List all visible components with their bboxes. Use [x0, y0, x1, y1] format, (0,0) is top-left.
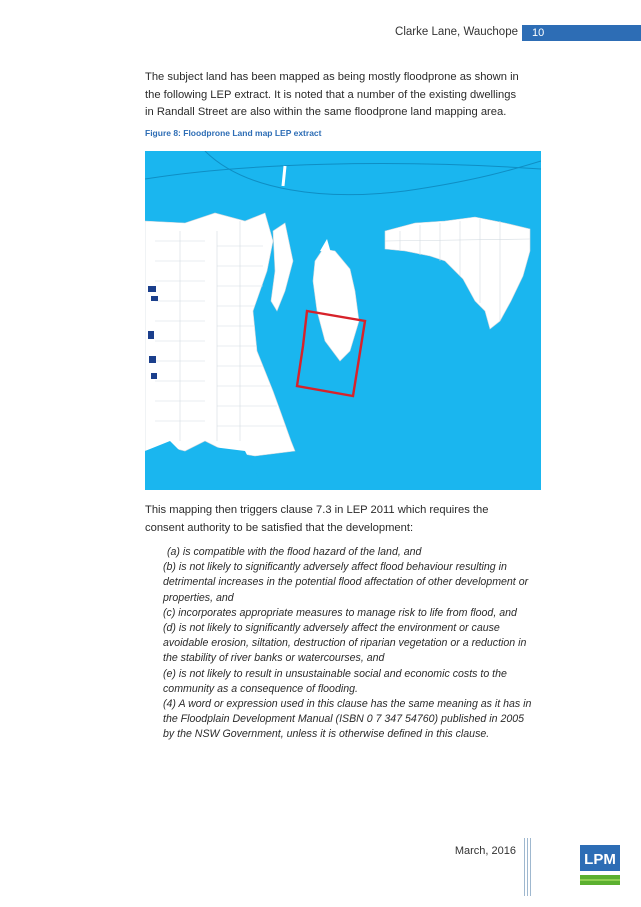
footer-date: March, 2016	[454, 845, 516, 857]
clause-item: (4) A word or expression used in this clause has the same meaning as it has in the Floodplain Development Manual (ISBN 0 7 347 54760) published in 2005 by the NSW Government, unless it is otherwise defined in this clause.	[163, 698, 532, 741]
intro-paragraph: The subject land has been mapped as being mostly floodprone as shown in the following LEP extract. It is noted that a number of the existing dwellings in Randall Street are also within the same floodprone land mapping area.	[145, 71, 519, 118]
floodprone-map-graphic	[145, 151, 541, 490]
page-number: 10	[522, 25, 641, 41]
logo-graphic	[580, 845, 620, 889]
floodprone-map	[145, 151, 541, 490]
footer-rule	[530, 838, 531, 896]
footer-rule	[524, 838, 525, 896]
clause-list	[163, 545, 535, 743]
clause-item: (e) is not likely to result in unsustainable social and economic costs to the community as a consequence of flooding.	[163, 667, 507, 695]
river-marker	[283, 166, 285, 186]
clause-item: (d) is not likely to significantly adversely affect the environment or cause avoidable erosion, siltation, destruction of riparian vegetation or a reduction in the stability of river banks or watercourses, and	[163, 622, 527, 665]
clause-item: (b) is not likely to significantly adversely affect flood behaviour resulting in detrimental increases in the potential flood affectation of other development or properties, and	[163, 561, 529, 604]
clause-item: (c) incorporates appropriate measures to manage risk to life from flood, and	[163, 606, 517, 619]
logo-green-highlight	[580, 879, 620, 881]
logo-text: LPM	[584, 851, 616, 868]
lpm-logo	[580, 845, 620, 889]
figure-caption: Figure 8: Floodprone Land map LEP extract	[145, 128, 322, 138]
header-title: Clarke Lane, Wauchope	[395, 26, 518, 38]
clause-item: (a) is compatible with the flood hazard of the land, and	[167, 546, 422, 558]
footer-rule	[527, 838, 528, 896]
clause-intro-paragraph: This mapping then triggers clause 7.3 in LEP 2011 which requires the consent authority to be satisfied that the development:	[145, 504, 489, 534]
